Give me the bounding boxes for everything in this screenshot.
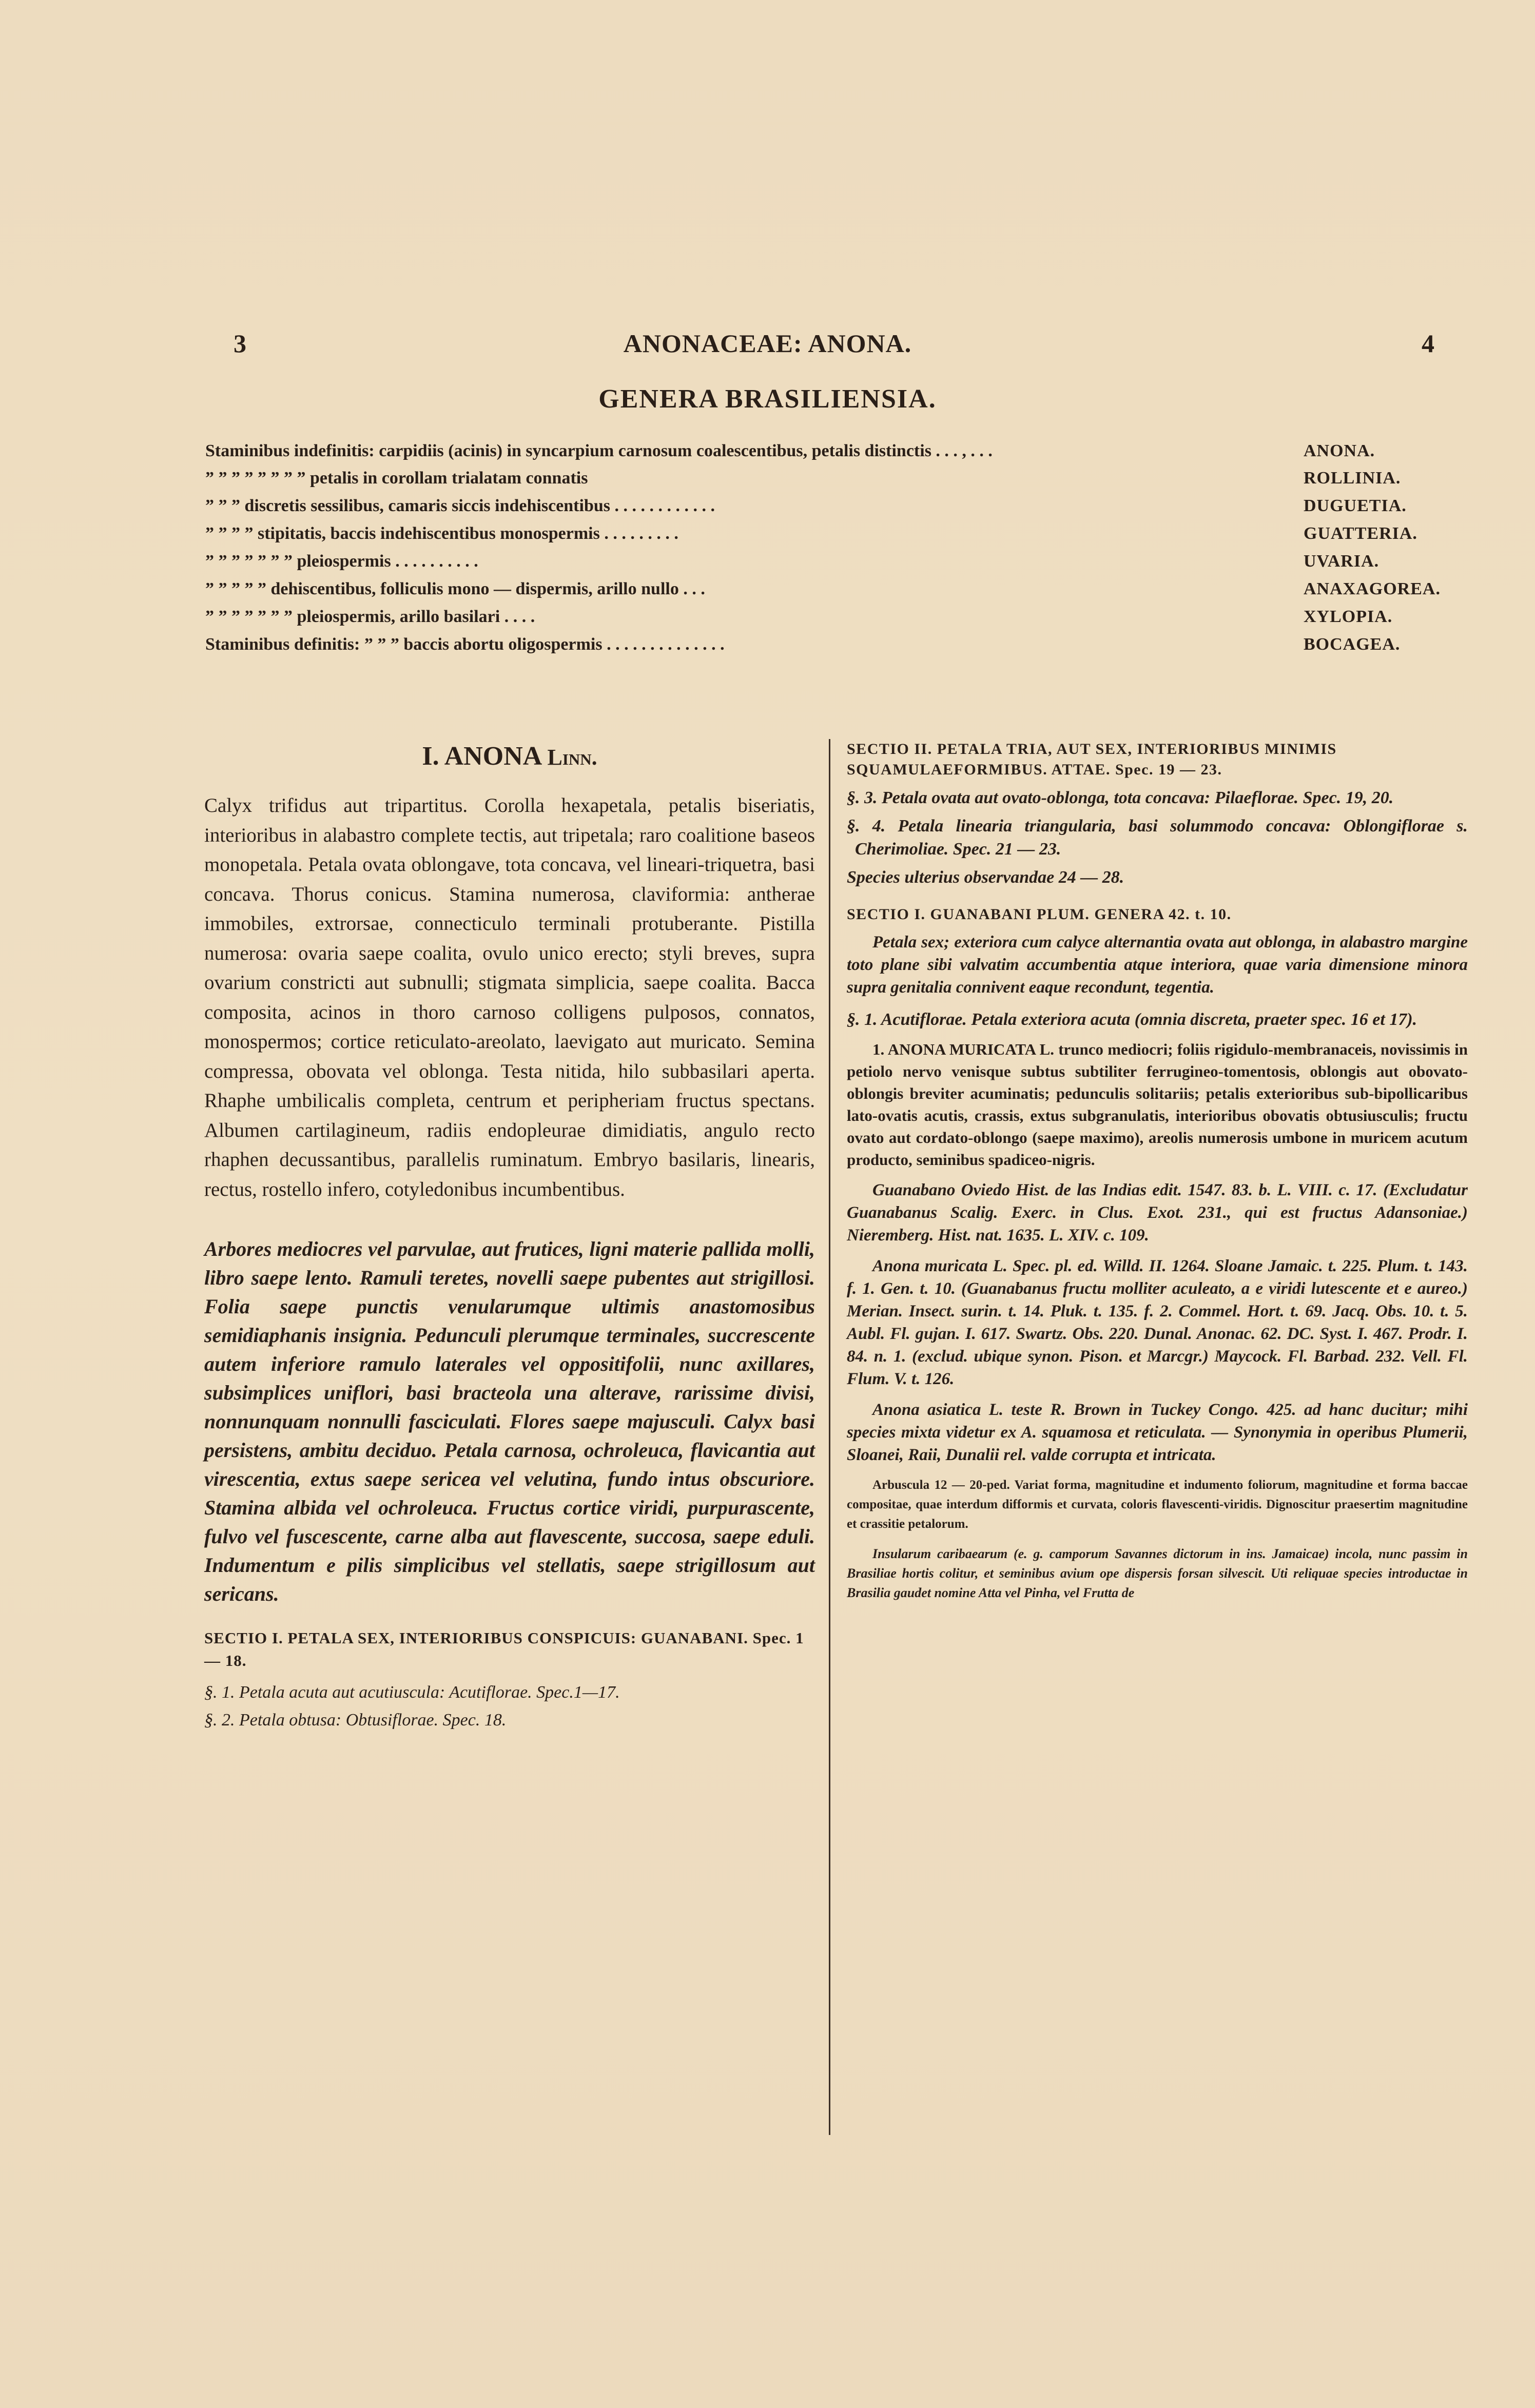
page-number-left: 3 bbox=[234, 329, 246, 358]
key-row-text: Staminibus indefinitis: carpidiis (acinis) in syncarpium carnosum coalescentibus, petalis distinctis . . . , . . . bbox=[205, 441, 993, 460]
key-row-genus: ANAXAGOREA. bbox=[1304, 579, 1441, 598]
key-row-genus: ROLLINIA. bbox=[1304, 469, 1401, 488]
key-row-text: ” ” ” ” ” ” ” pleiospermis . . . . . . . . . . bbox=[205, 552, 478, 571]
left-column bbox=[204, 739, 815, 1733]
genus-author: Linn. bbox=[547, 745, 597, 770]
page-number-right: 4 bbox=[1422, 329, 1434, 358]
genus-title bbox=[204, 741, 815, 771]
synonymy-anona-muricata: Anona muricata L. Spec. pl. ed. Willd. II. 1264. Sloane Jamaic. t. 225. Plum. t. 143. f. 1. Gen. t. 10. (Guanabanus fructu molliter aculeato, a e viridi lutescente et e aureo.) Merian. Insect. surin. t. 14. Pluk. t. 135. f. 2. Commel. Hort. t. 69. Jacq. Obs. 10. t. 5. Aubl. Fl. gujan. I. 617. Swartz. Obs. 220. Dunal. Anonac. 62. DC. Syst. I. 467. Prodr. I. 84. n. 1. (exclud. ubique synon. Pison. et Marcgr.) Maycock. Fl. Barbad. 232. Vell. Fl. Flum. V. t. 126. bbox=[847, 1257, 1468, 1388]
subsection-1-acutiflorae: §. 1. Acutiflorae. Petala exteriora acuta (omnia discreta, praeter spec. 16 et 17). bbox=[847, 1010, 1417, 1029]
arbuscula-note: Arbuscula 12 — 20-ped. Variat forma, magnitudine et indumento foliorum, magnitudine et forma baccae compositae, quae interdum difformis et curvata, coloris flavescenti-viridis. Dignoscitur praesertim magnitudine et crassitie petalorum. bbox=[847, 1478, 1468, 1531]
species-observandae: Species ulterius observandae 24 — 28. bbox=[847, 868, 1124, 887]
subsection-4: §. 4. Petala linearia triangularia, basi solummodo concava: Oblongiflorae s. Cherimoliae. Spec. 21 — 23. bbox=[847, 817, 1468, 859]
key-row-genus: DUGUETIA. bbox=[1304, 496, 1407, 515]
key-row-genus: BOCAGEA. bbox=[1304, 635, 1401, 654]
genus-title-text: I. ANONA bbox=[422, 742, 548, 771]
key-row-text: Staminibus definitis: ” ” ” baccis abortu oligospermis . . . . . . . . . . . . . . bbox=[205, 635, 725, 654]
sectio-2-heading: SECTIO II. PETALA TRIA, AUT SEX, INTERIORIBUS MINIMIS SQUAMULAEFORMIBUS. ATTAE. Spec. 19 — 23. bbox=[847, 741, 1337, 778]
key-row-genus: GUATTERIA. bbox=[1304, 524, 1417, 543]
key-row-text: ” ” ” ” ” ” ” pleiospermis, arillo basilari . . . . bbox=[205, 607, 535, 626]
running-title: ANONACEAE: ANONA. bbox=[623, 329, 912, 358]
key-row-genus: UVARIA. bbox=[1304, 552, 1379, 571]
species-anona-muricata: 1. ANONA MURICATA L. trunco mediocri; foliis rigidulo-membranaceis, novissimis in petiolo nervo venisque subtus subtiliter ferrugineo-tomentosis, oblongis aut obovato-oblongis breviter acuminatis; pedunculis solitariis; petalis exterioribus sub-bipollicaribus lato-ovatis acutis, crassis, extus subgranulatis, interioribus obovatis obtusiusculis; fructu ovato aut cordato-oblongo (saepe maximo), areolis numerosis umbone in muricem acutum producto, seminibus spadiceo-nigris. bbox=[847, 1040, 1468, 1169]
distribution-note: Insularum caribaearum (e. g. camporum Savannes dictorum in ins. Jamaicae) incola, nunc passim in Brasiliae hortis colitur, et seminibus avium ope dispersis forsan silvescit. Uti reliquae species introductae in Brasilia gaudet nomine Atta vel Pinha, vel Frutta de bbox=[847, 1546, 1468, 1600]
synonymy-anona-asiatica: Anona asiatica L. teste R. Brown in Tuckey Congo. 425. ad hanc ducitur; mihi species mixta videtur ex A. squamosa et reticulata. — Synonymia in operibus Plumerii, Sloanei, Raii, Dunalii rel. valde corrupta et intricata. bbox=[847, 1401, 1468, 1464]
genus-description: Calyx trifidus aut tripartitus. Corolla hexapetala, petalis biseriatis, interioribus in alabastro complete tectis, aut tripetala; raro coalitione baseos monopetala. Petala ovata oblongave, tota concava, vel lineari-triquetra, basi concava. Thorus conicus. Stamina numerosa, claviformia: antherae immobiles, extrorsae, connecticulo terminali protuberante. Pistilla numerosa: ovaria saepe coalita, ovulo unico erecto; styli breves, supra ovarium constricti aut subnulli; stigmata simplicia, saepe coalita. Bacca composita, acinos in thoro carnoso colligens pulposos, connatos, monospermos; cortice reticulato-areolato, laevigato aut muricato. Semina compressa, obovata vel oblonga. Testa nitida, hilo subbasilari aperta. Rhaphe umbilicalis completa, centrum et peripheriam fructus spectans. Albumen cartilagineum, radiis endopleurae dimidiatis, angulo recto rhaphen decussantibus, parallelis ruminatum. Embryo basilaris, linearis, rectus, rostello infero, cotyledonibus incumbentibus. bbox=[204, 794, 815, 1200]
key-row-text: ” ” ” ” ” ” ” ” petalis in corollam trialatam connatis bbox=[205, 469, 588, 488]
key-row-genus: ANONA. bbox=[1304, 441, 1375, 460]
key-row-text: ” ” ” ” stipitatis, baccis indehiscentibus monospermis . . . . . . . . . bbox=[205, 524, 678, 543]
sectio-heading: SECTIO I. PETALA SEX, INTERIORIBUS CONSPICUIS: GUANABANI. Spec. 1 — 18. bbox=[204, 1629, 804, 1669]
subsection-1: §. 1. Petala acuta aut acutiuscula: Acutiflorae. Spec.1—17. bbox=[204, 1683, 620, 1702]
sectio-1-description: Petala sex; exteriora cum calyce alternantia ovata aut oblonga, in alabastro margine toto plane sibi valvatim accumbentia atque interiora, quae varia dimensione minora supra genitalia connivent eaque recondunt, tegentia. bbox=[847, 933, 1468, 997]
subsection-3: §. 3. Petala ovata aut ovato-oblonga, tota concava: Pilaeflorae. Spec. 19, 20. bbox=[847, 788, 1394, 807]
sectio-1-heading: SECTIO I. GUANABANI PLUM. GENERA 42. t. 10. bbox=[847, 906, 1232, 923]
key-row-genus: XYLOPIA. bbox=[1304, 607, 1393, 626]
right-column bbox=[847, 739, 1468, 1603]
section-title: GENERA BRASILIENSIA. bbox=[598, 384, 937, 414]
genus-habit: Arbores mediocres vel parvulae, aut frutices, ligni materie pallida molli, libro saepe lento. Ramuli teretes, novelli saepe pubentes aut strigillosi. Folia saepe punctis venularumque ultimis anastomosibus semidiaphanis insignia. Pedunculi plerumque terminales, succrescente autem inferiore ramulo laterales vel oppositifolii, nunc axillares, subsimplices uniflori, basi bracteola una alterave, rarissime divisi, nonnunquam nonnulli fasciculati. Flores saepe majusculi. Calyx basi persistens, ambitu deciduo. Petala carnosa, ochroleuca, flavicantia aut virescentia, extus saepe sericea vel velutina, fundo intus obscuriore. Stamina albida vel ochroleuca. Fructus cortice viridi, purpurascente, fulvo vel fuscescente, carne alba aut flavescente, succosa, saepe eduli. Indumentum e pilis simplicibus vel stellatis, saepe strigillosum aut sericans. bbox=[204, 1237, 815, 1605]
subsection-2: §. 2. Petala obtusa: Obtusiflorae. Spec. 18. bbox=[204, 1711, 507, 1730]
key-row-text: ” ” ” ” ” dehiscentibus, folliculis mono — dispermis, arillo nullo . . . bbox=[205, 579, 705, 598]
synonymy-guanabano: Guanabano Oviedo Hist. de las Indias edit. 1547. 83. b. L. VIII. c. 17. (Excludatur Guanabanus Scalig. Exerc. in Clus. Exot. 231., qui est fructus Adansoniae.) Nieremberg. Hist. nat. 1635. L. XIV. c. 109. bbox=[847, 1181, 1468, 1245]
key-row-text: ” ” ” discretis sessilibus, camaris siccis indehiscentibus . . . . . . . . . . . . bbox=[205, 496, 715, 515]
column-divider bbox=[829, 739, 830, 2135]
